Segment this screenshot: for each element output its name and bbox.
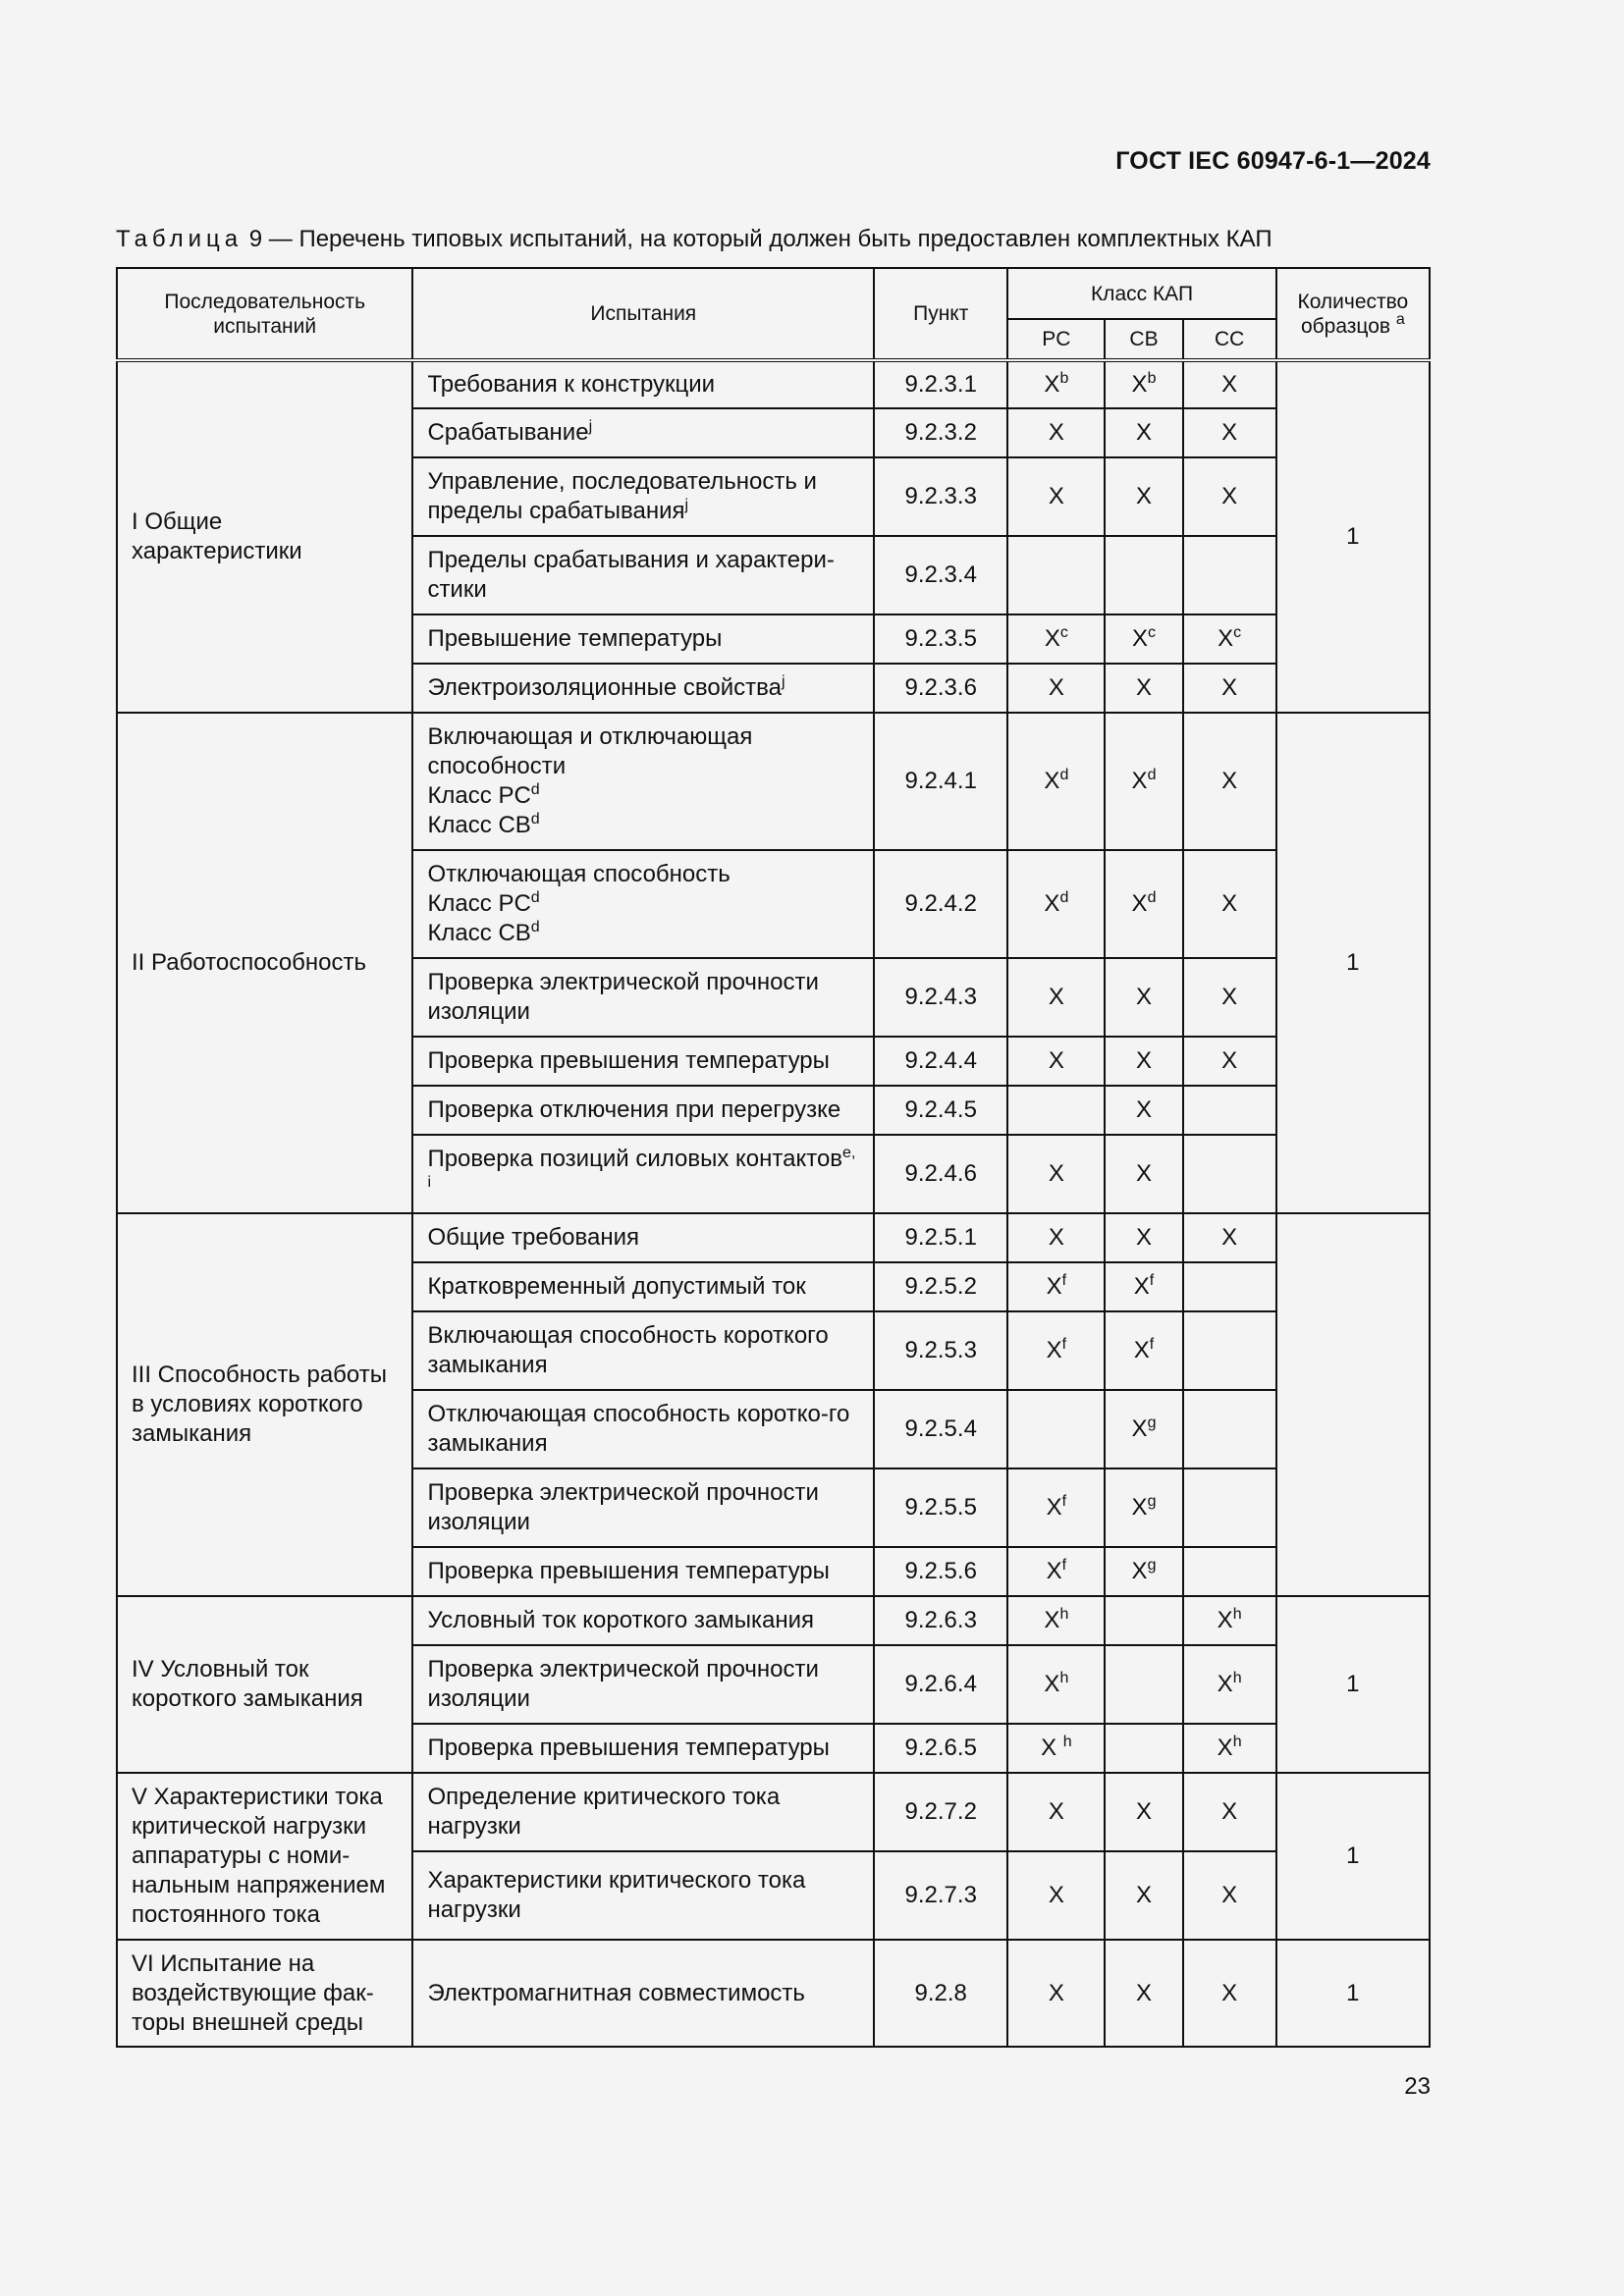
mark-value: X bbox=[1221, 890, 1238, 917]
sequence-group-name: V Характеристики тока критической нагрузки аппаратуры с номи-нальным напряжением постоянного тока bbox=[117, 1773, 412, 1940]
test-class-line: Класс PC bbox=[427, 890, 531, 917]
test-name-cell bbox=[412, 1773, 874, 1851]
mark-value: X bbox=[1221, 674, 1238, 701]
test-name: Отключающая способность коротко-го замыкания bbox=[427, 1401, 850, 1457]
test-name: Проверка электрической прочности изоляции bbox=[427, 1479, 819, 1535]
mark-value: X bbox=[1131, 1558, 1148, 1584]
header-samples-text: Количество образцов bbox=[1297, 290, 1409, 338]
test-name-footnote: j bbox=[684, 497, 689, 513]
test-class-footnote: d bbox=[530, 919, 540, 935]
header-samples bbox=[1276, 268, 1430, 360]
sample-count: 1 bbox=[1276, 713, 1430, 1213]
class-pc-cell bbox=[1007, 1773, 1105, 1851]
class-pc-cell bbox=[1007, 1213, 1105, 1262]
mark-footnote: f bbox=[1061, 1493, 1067, 1510]
mark-footnote: c bbox=[1148, 624, 1157, 641]
mark-value: X bbox=[1136, 674, 1153, 701]
mark-value: X bbox=[1221, 1224, 1238, 1251]
test-name-cell bbox=[412, 1262, 874, 1311]
test-name-cell bbox=[412, 850, 874, 958]
header-sequence: Последовательность испытаний bbox=[117, 268, 412, 360]
class-cb-cell bbox=[1105, 664, 1182, 713]
table-body bbox=[117, 360, 1430, 2047]
mark-value: X bbox=[1048, 1160, 1064, 1187]
clause-number: 9.2.6.5 bbox=[874, 1724, 1007, 1773]
test-name: Проверка превышения температуры bbox=[427, 1735, 830, 1761]
type-tests-table bbox=[116, 267, 1431, 2048]
mark-value: X bbox=[1131, 1494, 1148, 1521]
test-name: Управление, последовательность и пределы срабатывания bbox=[427, 468, 817, 524]
mark-value: X bbox=[1217, 1607, 1233, 1633]
clause-number: 9.2.4.3 bbox=[874, 958, 1007, 1037]
class-cc-cell bbox=[1183, 1547, 1276, 1596]
test-name: Проверка позиций силовых контактов bbox=[427, 1146, 843, 1172]
test-name-cell bbox=[412, 614, 874, 664]
test-class-line: Класс CB bbox=[427, 920, 531, 946]
mark-value: X bbox=[1046, 1337, 1062, 1363]
test-name-cell bbox=[412, 1724, 874, 1773]
mark-value: X bbox=[1133, 1337, 1150, 1363]
mark-footnote: h bbox=[1232, 1734, 1242, 1750]
clause-number: 9.2.5.3 bbox=[874, 1311, 1007, 1390]
class-cc-cell bbox=[1183, 1213, 1276, 1262]
class-cb-cell bbox=[1105, 958, 1182, 1037]
clause-number: 9.2.5.5 bbox=[874, 1468, 1007, 1547]
class-pc-cell bbox=[1007, 713, 1105, 850]
clause-number: 9.2.5.4 bbox=[874, 1390, 1007, 1468]
mark-value: X bbox=[1046, 1273, 1062, 1300]
class-pc-cell bbox=[1007, 536, 1105, 614]
mark-footnote: f bbox=[1149, 1336, 1155, 1353]
test-class-footnote: d bbox=[530, 811, 540, 828]
class-cb-cell bbox=[1105, 1773, 1182, 1851]
test-name: Электромагнитная совместимость bbox=[427, 1979, 805, 2006]
test-name-cell bbox=[412, 664, 874, 713]
class-cc-cell bbox=[1183, 958, 1276, 1037]
clause-number: 9.2.3.5 bbox=[874, 614, 1007, 664]
test-name-cell bbox=[412, 1851, 874, 1940]
test-name: Включающая способность короткого замыкания bbox=[427, 1322, 829, 1378]
mark-value: X bbox=[1136, 483, 1153, 509]
sample-count: 1 bbox=[1276, 360, 1430, 713]
mark-value: X bbox=[1048, 674, 1064, 701]
class-pc-cell bbox=[1007, 1311, 1105, 1390]
class-cb-cell bbox=[1105, 1851, 1182, 1940]
mark-value: X bbox=[1041, 1735, 1063, 1761]
mark-value: X bbox=[1221, 1047, 1238, 1074]
mark-value: X bbox=[1218, 625, 1234, 652]
class-pc-cell bbox=[1007, 1724, 1105, 1773]
clause-number: 9.2.7.3 bbox=[874, 1851, 1007, 1940]
class-cb-cell bbox=[1105, 1086, 1182, 1135]
clause-number: 9.2.4.5 bbox=[874, 1086, 1007, 1135]
class-cb-cell bbox=[1105, 850, 1182, 958]
mark-value: X bbox=[1048, 1047, 1064, 1074]
class-cc-cell bbox=[1183, 1086, 1276, 1135]
class-pc-cell bbox=[1007, 457, 1105, 536]
mark-footnote: h bbox=[1232, 1606, 1242, 1623]
test-name-footnote: j bbox=[782, 673, 785, 690]
class-cc-cell bbox=[1183, 536, 1276, 614]
class-cc-cell bbox=[1183, 614, 1276, 664]
clause-number: 9.2.4.6 bbox=[874, 1135, 1007, 1213]
header-clause: Пункт bbox=[874, 268, 1007, 360]
class-cb-cell bbox=[1105, 1468, 1182, 1547]
clause-number: 9.2.5.2 bbox=[874, 1262, 1007, 1311]
test-name: Отключающая способность bbox=[427, 861, 731, 887]
mark-value: X bbox=[1046, 1494, 1062, 1521]
class-cb-cell bbox=[1105, 457, 1182, 536]
mark-value: X bbox=[1044, 1607, 1060, 1633]
class-cb-cell bbox=[1105, 1724, 1182, 1773]
mark-value: X bbox=[1048, 483, 1064, 509]
test-name-cell bbox=[412, 536, 874, 614]
test-name: Условный ток короткого замыкания bbox=[427, 1607, 815, 1633]
class-cb-cell bbox=[1105, 614, 1182, 664]
mark-footnote: d bbox=[1147, 889, 1157, 906]
class-pc-cell bbox=[1007, 1851, 1105, 1940]
test-name: Включающая и отключающая способности bbox=[427, 723, 753, 779]
mark-value: X bbox=[1136, 1096, 1153, 1123]
class-cc-cell bbox=[1183, 1390, 1276, 1468]
mark-footnote: h bbox=[1232, 1670, 1242, 1686]
test-name-cell bbox=[412, 1547, 874, 1596]
class-pc-cell bbox=[1007, 360, 1105, 408]
table-caption-text: 9 — Перечень типовых испытаний, на который должен быть предоставлен комплектных КАП bbox=[243, 226, 1272, 252]
test-class-line: Класс CB bbox=[427, 812, 531, 838]
sample-count: 1 bbox=[1276, 1940, 1430, 2047]
mark-footnote: f bbox=[1061, 1272, 1067, 1289]
sequence-group-name: VI Испытание на воздействующие фак-торы внешней среды bbox=[117, 1940, 412, 2047]
class-cb-cell bbox=[1105, 1645, 1182, 1724]
test-name: Проверка превышения температуры bbox=[427, 1047, 830, 1074]
class-cc-cell bbox=[1183, 1773, 1276, 1851]
mark-value: X bbox=[1131, 890, 1148, 917]
class-pc-cell bbox=[1007, 1596, 1105, 1645]
class-cc-cell bbox=[1183, 1311, 1276, 1390]
header-class-cc: CC bbox=[1183, 319, 1276, 360]
test-class-footnote: d bbox=[530, 889, 540, 906]
test-class-footnote: d bbox=[530, 781, 540, 798]
clause-number: 9.2.3.1 bbox=[874, 360, 1007, 408]
mark-footnote: h bbox=[1059, 1606, 1069, 1623]
mark-value: X bbox=[1221, 984, 1238, 1010]
mark-footnote: g bbox=[1147, 1493, 1157, 1510]
test-name: Требования к конструкции bbox=[427, 371, 716, 398]
mark-value: X bbox=[1046, 1558, 1062, 1584]
class-pc-cell bbox=[1007, 664, 1105, 713]
test-name-footnote: e, i bbox=[427, 1145, 856, 1191]
table-caption-label: Таблица bbox=[116, 226, 244, 252]
mark-value: X bbox=[1044, 371, 1060, 398]
test-name-cell bbox=[412, 1213, 874, 1262]
document-code: ГОСТ IEC 60947-6-1—2024 bbox=[1115, 147, 1431, 175]
class-cb-cell bbox=[1105, 1390, 1182, 1468]
class-pc-cell bbox=[1007, 408, 1105, 457]
class-pc-cell bbox=[1007, 1390, 1105, 1468]
test-name: Электроизоляционные свойства bbox=[427, 674, 782, 701]
class-pc-cell bbox=[1007, 614, 1105, 664]
mark-footnote: b bbox=[1147, 370, 1157, 387]
clause-number: 9.2.5.1 bbox=[874, 1213, 1007, 1262]
test-name-cell bbox=[412, 457, 874, 536]
clause-number: 9.2.3.2 bbox=[874, 408, 1007, 457]
header-samples-sup: а bbox=[1395, 310, 1405, 328]
mark-value: X bbox=[1221, 1882, 1238, 1908]
mark-footnote: c bbox=[1233, 624, 1242, 641]
table-row bbox=[117, 713, 1430, 850]
clause-number: 9.2.4.4 bbox=[874, 1037, 1007, 1086]
mark-value: X bbox=[1048, 1224, 1064, 1251]
test-name-cell bbox=[412, 1468, 874, 1547]
test-name: Характеристики критического тока нагрузки bbox=[427, 1867, 806, 1923]
mark-value: X bbox=[1131, 1415, 1148, 1442]
table-row bbox=[117, 1940, 1430, 2047]
mark-value: X bbox=[1044, 768, 1060, 794]
header-class-pc: PC bbox=[1007, 319, 1105, 360]
class-cc-cell bbox=[1183, 1135, 1276, 1213]
class-cc-cell bbox=[1183, 1724, 1276, 1773]
mark-value: X bbox=[1131, 371, 1148, 398]
mark-footnote: h bbox=[1059, 1670, 1069, 1686]
class-cb-cell bbox=[1105, 1262, 1182, 1311]
mark-value: X bbox=[1217, 1735, 1233, 1761]
class-pc-cell bbox=[1007, 1645, 1105, 1724]
table-row bbox=[117, 1213, 1430, 1262]
test-name-cell bbox=[412, 713, 874, 850]
mark-value: X bbox=[1048, 1798, 1064, 1825]
clause-number: 9.2.4.1 bbox=[874, 713, 1007, 850]
class-pc-cell bbox=[1007, 1135, 1105, 1213]
mark-value: X bbox=[1221, 483, 1238, 509]
clause-number: 9.2.3.6 bbox=[874, 664, 1007, 713]
clause-number: 9.2.5.6 bbox=[874, 1547, 1007, 1596]
mark-footnote: h bbox=[1062, 1734, 1072, 1750]
clause-number: 9.2.4.2 bbox=[874, 850, 1007, 958]
mark-value: X bbox=[1221, 768, 1238, 794]
class-cb-cell bbox=[1105, 1547, 1182, 1596]
test-name: Проверка электрической прочности изоляции bbox=[427, 1656, 819, 1712]
table-row bbox=[117, 360, 1430, 408]
table-caption bbox=[116, 226, 1272, 253]
mark-footnote: b bbox=[1059, 370, 1069, 387]
clause-number: 9.2.3.3 bbox=[874, 457, 1007, 536]
test-name: Проверка превышения температуры bbox=[427, 1558, 830, 1584]
clause-number: 9.2.6.4 bbox=[874, 1645, 1007, 1724]
test-name-cell bbox=[412, 360, 874, 408]
mark-value: X bbox=[1136, 1224, 1153, 1251]
mark-value: X bbox=[1136, 1047, 1153, 1074]
mark-value: X bbox=[1221, 371, 1238, 398]
class-cc-cell bbox=[1183, 360, 1276, 408]
class-cb-cell bbox=[1105, 1135, 1182, 1213]
class-cc-cell bbox=[1183, 457, 1276, 536]
class-pc-cell bbox=[1007, 958, 1105, 1037]
class-pc-cell bbox=[1007, 1262, 1105, 1311]
test-name-cell bbox=[412, 408, 874, 457]
test-name: Общие требования bbox=[427, 1224, 640, 1251]
class-pc-cell bbox=[1007, 1547, 1105, 1596]
class-cc-cell bbox=[1183, 1851, 1276, 1940]
clause-number: 9.2.7.2 bbox=[874, 1773, 1007, 1851]
class-cb-cell bbox=[1105, 1596, 1182, 1645]
mark-footnote: d bbox=[1059, 889, 1069, 906]
mark-value: X bbox=[1044, 890, 1060, 917]
table-row bbox=[117, 1596, 1430, 1645]
mark-value: X bbox=[1136, 1160, 1153, 1187]
test-name: Проверка отключения при перегрузке bbox=[427, 1096, 841, 1123]
test-name: Пределы срабатывания и характери-стики bbox=[427, 547, 835, 603]
class-pc-cell bbox=[1007, 1086, 1105, 1135]
test-name-cell bbox=[412, 958, 874, 1037]
mark-footnote: c bbox=[1059, 624, 1068, 641]
mark-value: X bbox=[1136, 419, 1153, 446]
mark-value: X bbox=[1221, 1979, 1238, 2006]
mark-footnote: f bbox=[1061, 1557, 1067, 1574]
class-pc-cell bbox=[1007, 1468, 1105, 1547]
class-cb-cell bbox=[1105, 1311, 1182, 1390]
mark-footnote: f bbox=[1149, 1272, 1155, 1289]
clause-number: 9.2.3.4 bbox=[874, 536, 1007, 614]
table-row bbox=[117, 1773, 1430, 1851]
mark-value: X bbox=[1048, 1979, 1064, 2006]
class-cc-cell bbox=[1183, 1037, 1276, 1086]
page-number: 23 bbox=[1404, 2073, 1431, 2100]
mark-value: X bbox=[1221, 419, 1238, 446]
class-pc-cell bbox=[1007, 850, 1105, 958]
class-cb-cell bbox=[1105, 713, 1182, 850]
test-name-cell bbox=[412, 1596, 874, 1645]
test-name: Срабатывание bbox=[427, 419, 589, 446]
test-name: Определение критического тока нагрузки bbox=[427, 1784, 781, 1840]
mark-value: X bbox=[1136, 1979, 1153, 2006]
mark-value: X bbox=[1044, 625, 1060, 652]
header-class-group: Класс КАП bbox=[1007, 268, 1275, 319]
class-cb-cell bbox=[1105, 1940, 1182, 2047]
sample-count bbox=[1276, 1213, 1430, 1596]
sequence-group-name: I Общие характеристики bbox=[117, 360, 412, 713]
clause-number: 9.2.8 bbox=[874, 1940, 1007, 2047]
class-cc-cell bbox=[1183, 713, 1276, 850]
class-cc-cell bbox=[1183, 1940, 1276, 2047]
sequence-group-name: II Работоспособность bbox=[117, 713, 412, 1213]
mark-footnote: d bbox=[1059, 767, 1069, 783]
sequence-group-name: IV Условный ток короткого замыкания bbox=[117, 1596, 412, 1773]
mark-footnote: g bbox=[1147, 1557, 1157, 1574]
class-cc-cell bbox=[1183, 664, 1276, 713]
sequence-group-name: III Способность работы в условиях короткого замыкания bbox=[117, 1213, 412, 1596]
mark-value: X bbox=[1133, 1273, 1150, 1300]
test-name-cell bbox=[412, 1086, 874, 1135]
class-cb-cell bbox=[1105, 1037, 1182, 1086]
test-name-cell bbox=[412, 1390, 874, 1468]
class-pc-cell bbox=[1007, 1037, 1105, 1086]
class-cc-cell bbox=[1183, 408, 1276, 457]
mark-footnote: g bbox=[1147, 1415, 1157, 1431]
mark-value: X bbox=[1048, 419, 1064, 446]
test-name-cell bbox=[412, 1645, 874, 1724]
test-name: Проверка электрической прочности изоляции bbox=[427, 969, 819, 1025]
mark-value: X bbox=[1048, 984, 1064, 1010]
class-cc-cell bbox=[1183, 850, 1276, 958]
sample-count: 1 bbox=[1276, 1773, 1430, 1940]
mark-value: X bbox=[1132, 625, 1149, 652]
mark-footnote: f bbox=[1061, 1336, 1067, 1353]
class-cc-cell bbox=[1183, 1596, 1276, 1645]
class-cb-cell bbox=[1105, 360, 1182, 408]
test-name-cell bbox=[412, 1311, 874, 1390]
class-cc-cell bbox=[1183, 1468, 1276, 1547]
class-cb-cell bbox=[1105, 536, 1182, 614]
header-class-cb: CB bbox=[1105, 319, 1182, 360]
test-name-cell bbox=[412, 1135, 874, 1213]
mark-value: X bbox=[1048, 1882, 1064, 1908]
test-name: Превышение температуры bbox=[427, 625, 723, 652]
mark-value: X bbox=[1221, 1798, 1238, 1825]
mark-footnote: d bbox=[1147, 767, 1157, 783]
mark-value: X bbox=[1131, 768, 1148, 794]
mark-value: X bbox=[1044, 1671, 1060, 1697]
class-cb-cell bbox=[1105, 408, 1182, 457]
test-name-footnote: j bbox=[588, 418, 593, 435]
sample-count: 1 bbox=[1276, 1596, 1430, 1773]
clause-number: 9.2.6.3 bbox=[874, 1596, 1007, 1645]
mark-value: X bbox=[1136, 1798, 1153, 1825]
mark-value: X bbox=[1136, 1882, 1153, 1908]
header-tests: Испытания bbox=[412, 268, 874, 360]
class-pc-cell bbox=[1007, 1940, 1105, 2047]
class-cb-cell bbox=[1105, 1213, 1182, 1262]
test-name-cell bbox=[412, 1037, 874, 1086]
test-class-line: Класс PC bbox=[427, 782, 531, 809]
test-name: Кратковременный допустимый ток bbox=[427, 1273, 806, 1300]
mark-value: X bbox=[1217, 1671, 1233, 1697]
mark-value: X bbox=[1136, 984, 1153, 1010]
class-cc-cell bbox=[1183, 1262, 1276, 1311]
test-name-cell bbox=[412, 1940, 874, 2047]
class-cc-cell bbox=[1183, 1645, 1276, 1724]
